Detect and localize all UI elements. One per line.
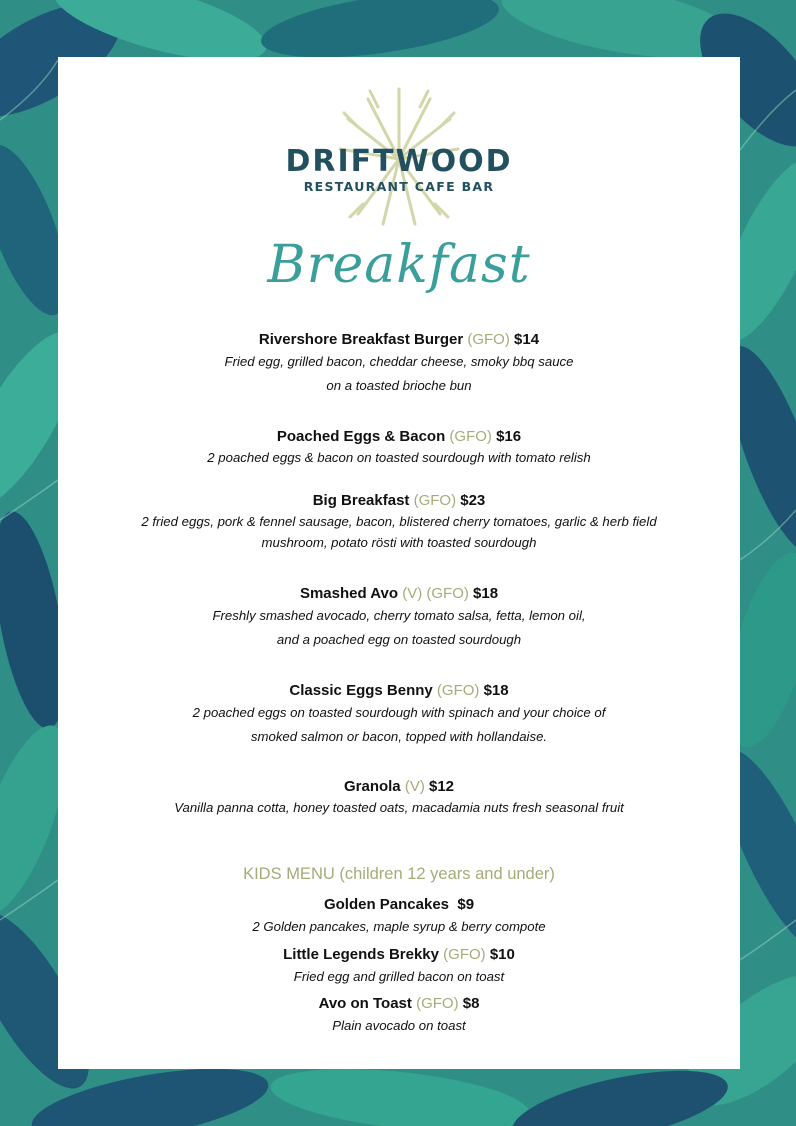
dietary-tag: (GFO) [416,995,459,1012]
item-name: Rivershore Breakfast Burger [258,331,464,348]
item-name-line [58,681,740,701]
item-description: Vanilla panna cotta, honey toasted oats, macadamia nuts fresh seasonal fruit [174,800,624,815]
item-description: 2 poached eggs on toasted sourdough with spinach and your choice of [192,705,606,720]
item-description: Fried egg, grilled bacon, cheddar cheese, smoky bbq sauce [224,354,574,369]
dietary-tag: (GFO) [436,682,480,699]
item-name-line [58,330,740,350]
menu-item [58,777,740,818]
item-description: Fried egg and grilled bacon on toast [293,969,505,984]
menu-item [58,491,740,553]
dietary-tag: (GFO) [443,946,486,963]
kids-menu-title: KIDS MENU (children 12 years and under) [243,865,555,883]
dietary-tag: (GFO) [467,331,510,348]
item-price: $8 [462,995,480,1012]
section-title: Breakfast [267,235,531,295]
item-price: $14 [514,331,540,348]
item-name: Avo on Toast [318,995,412,1012]
dietary-tag: (GFO) [413,492,457,509]
item-name: Little Legends Brekky [283,946,439,963]
brand-name: DRIFTWOOD [285,144,513,179]
item-name-line [58,994,740,1014]
item-price: $10 [489,946,515,963]
item-description: 2 fried eggs, pork & fennel sausage, bacon, blistered cherry tomatoes, garlic & herb field [141,514,657,529]
item-name-line [58,777,740,797]
kids-menu-item [58,895,740,939]
item-price: $12 [429,778,455,795]
item-description: Freshly smashed avocado, cherry tomato salsa, fetta, lemon oil, [212,608,586,623]
driftwood-logo [58,79,740,229]
item-name: Smashed Avo [299,585,399,602]
item-name: Poached Eggs & Bacon [276,428,446,445]
item-description: mushroom, potato rösti with toasted sourdough [261,535,537,550]
item-name-line [58,945,740,965]
item-price: $9 [457,896,475,913]
menu-item [58,330,740,398]
menupix-watermark: menupix [565,1031,668,1056]
menu-item [58,681,740,749]
dietary-tag: (V) (GFO) [402,585,469,602]
item-description: on a toasted brioche bun [326,378,472,393]
menu-item [58,427,740,468]
item-name: Big Breakfast [312,492,410,509]
dietary-tag: (GFO) [449,428,492,445]
item-price: $16 [496,428,522,445]
item-description: Plain avocado on toast [332,1018,466,1033]
item-name: Classic Eggs Benny [289,682,433,699]
brand-subtitle: RESTAURANT CAFE BAR [303,179,495,194]
item-name-line [58,584,740,604]
item-description: 2 Golden pancakes, maple syrup & berry compote [252,919,546,934]
dietary-tag: (V) [404,778,425,795]
item-description: and a poached egg on toasted sourdough [276,632,522,647]
menu-item [58,584,740,652]
item-name: Granola [343,778,401,795]
item-name-line [58,895,740,915]
item-price: $18 [473,585,499,602]
item-description: 2 poached eggs & bacon on toasted sourdough with tomato relish [207,450,591,465]
item-name-line [58,491,740,511]
kids-menu-item [58,945,740,989]
item-description: smoked salmon or bacon, topped with hollandaise. [250,729,548,744]
item-price: $18 [483,682,509,699]
item-name-line [58,427,740,447]
item-price: $23 [460,492,486,509]
item-name: Golden Pancakes [323,896,450,913]
menu-card [58,57,740,1069]
